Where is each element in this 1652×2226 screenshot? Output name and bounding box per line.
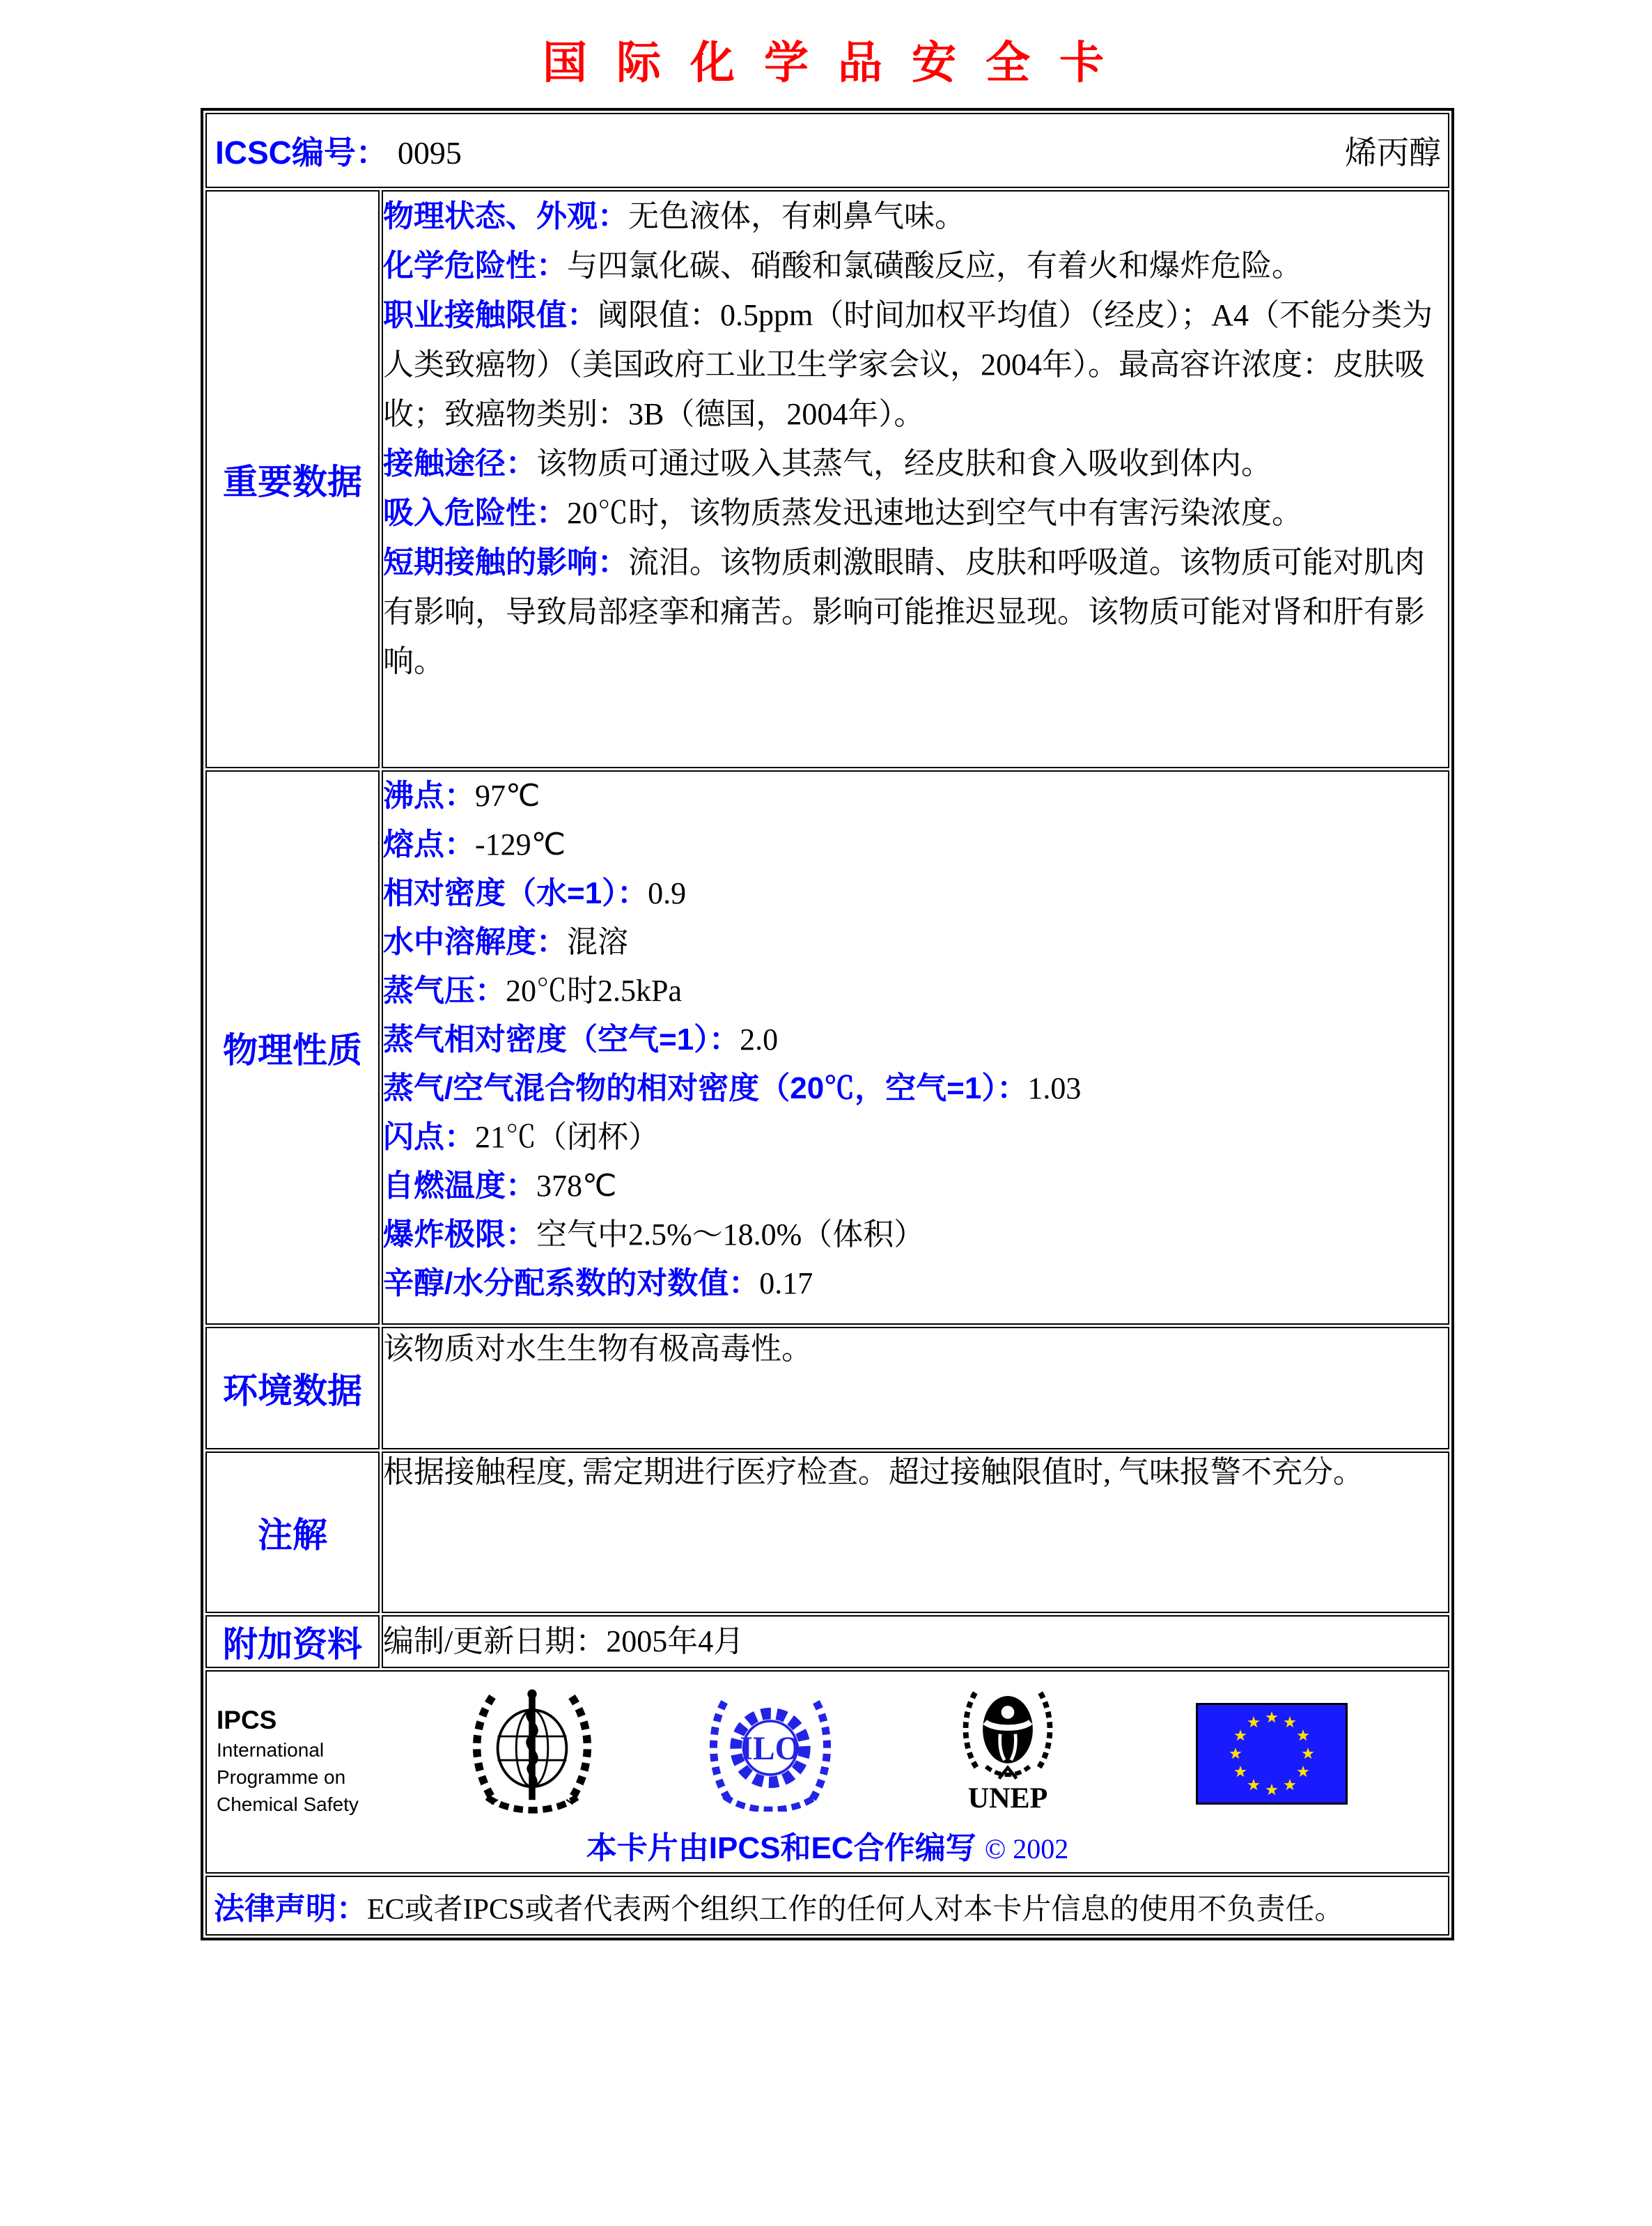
ipcs-acronym: IPCS	[217, 1706, 277, 1734]
who-logo-icon	[466, 1683, 598, 1816]
page-title: 国际化学品安全卡	[543, 38, 1133, 88]
property-melting-point: 熔点：-129℃	[383, 827, 566, 862]
environmental-data-label: 环境数据	[223, 1371, 362, 1410]
environmental-data-text: 该物质对水生生物有极高毒性。	[383, 1332, 812, 1366]
logos-row	[205, 1670, 1449, 1874]
icsc-number-group	[215, 127, 462, 173]
legal-notice-text: EC或者IPCS或者代表两个组织工作的任何人对本卡片信息的使用不负责任。	[367, 1894, 1344, 1926]
notes-row	[205, 1451, 1449, 1613]
additional-info-label: 附加资料	[223, 1625, 362, 1664]
notes-label: 注解	[258, 1516, 327, 1555]
property-autoignition-temperature: 自燃温度：378℃	[383, 1169, 617, 1203]
important-data-label-cell	[205, 190, 380, 768]
ipcs-text-block: IPCS International Programme on Chemical Safety	[217, 1706, 359, 1815]
header-row	[205, 113, 1449, 188]
credit-text: 本卡片由IPCS和EC合作编写	[586, 1831, 976, 1865]
property-vapor-pressure: 蒸气压：20℃时2.5kPa	[383, 974, 682, 1008]
chemical-name: 烯丙醇	[1345, 135, 1441, 171]
property-vapor-air-mixture-density: 蒸气/空气混合物的相对密度（20℃，空气=1）：1.03	[383, 1071, 1082, 1105]
property-vapor-relative-density: 蒸气相对密度（空气=1）：2.0	[383, 1022, 779, 1057]
property-boiling-point: 沸点：97℃	[383, 779, 540, 813]
header-cell	[205, 113, 1449, 188]
property-relative-density: 相对密度（水=1）：0.9	[383, 876, 687, 910]
additional-info-content-cell	[382, 1615, 1449, 1668]
unep-logo-icon	[953, 1686, 1062, 1814]
ilo-logo-icon	[706, 1692, 835, 1812]
important-item-chemical-danger: 化学危险性：与四氯化碳、硝酸和氯磺酸反应，有着火和爆炸危险。	[383, 249, 1302, 283]
credit-year: © 2002	[984, 1833, 1069, 1865]
important-data-row	[205, 190, 1449, 768]
legal-cell	[205, 1876, 1449, 1936]
important-item-physical-state: 物理状态、外观：无色液体，有刺鼻气味。	[383, 199, 965, 233]
property-flash-point: 闪点：21℃（闭杯）	[383, 1120, 659, 1154]
ilo-letters: ILO	[740, 1730, 801, 1767]
physical-properties-content-cell	[382, 770, 1449, 1325]
important-data-content-cell	[382, 190, 1449, 768]
physical-properties-row	[205, 770, 1449, 1325]
additional-info-label-cell	[205, 1615, 380, 1668]
property-explosive-limits: 爆炸极限：空气中2.5%～18.0%（体积）	[383, 1217, 925, 1252]
credit-line	[207, 1823, 1448, 1867]
icsc-card-table	[201, 108, 1454, 1940]
update-date-line: 编制/更新日期：2005年4月	[383, 1624, 745, 1658]
physical-properties-label-cell	[205, 770, 380, 1325]
important-item-inhalation-risk: 吸入危险性：20℃时，该物质蒸发迅速地达到空气中有害污染浓度。	[383, 496, 1302, 530]
additional-info-row	[205, 1615, 1449, 1668]
icsc-number-value: 0095	[397, 135, 462, 171]
eu-flag-icon	[1196, 1703, 1348, 1805]
notes-text: 根据接触程度, 需定期进行医疗检查。超过接触限值时, 气味报警不充分。	[383, 1455, 1364, 1489]
environmental-data-label-cell	[205, 1327, 380, 1449]
legal-row	[205, 1876, 1449, 1936]
logos-cell	[205, 1670, 1449, 1874]
important-data-label: 重要数据	[223, 462, 362, 501]
icsc-number-label: ICSC编号：	[215, 134, 388, 171]
environmental-data-row	[205, 1327, 1449, 1449]
legal-notice-label: 法律声明：	[214, 1892, 367, 1926]
physical-properties-label: 物理性质	[223, 1031, 362, 1070]
property-water-solubility: 水中溶解度：混溶	[383, 925, 628, 959]
unep-letters: UNEP	[967, 1782, 1048, 1814]
important-item-exposure-limits: 职业接触限值：阈限值：0.5ppm（时间加权平均值）（经皮）；A4（不能分类为人类致癌物）（美国政府工业卫生学家会议，2004年）。最高容许浓度：皮肤吸收；致癌物类别：3B（德国，2004年）。	[383, 298, 1433, 431]
notes-label-cell	[205, 1451, 380, 1613]
important-item-exposure-routes: 接触途径：该物质可通过吸入其蒸气，经皮肤和食入吸收到体内。	[383, 446, 1272, 481]
legal-notice	[207, 1883, 1448, 1928]
property-octanol-water-partition: 辛醇/水分配系数的对数值：0.17	[383, 1266, 813, 1300]
important-item-short-term-effects: 短期接触的影响：流泪。该物质刺激眼睛、皮肤和呼吸道。该物质可能对肌肉有影响，导致局部痉挛和痛苦。影响可能推迟显现。该物质可能对肾和肝有影响。	[383, 545, 1425, 678]
notes-content-cell	[382, 1451, 1449, 1613]
environmental-data-content-cell	[382, 1327, 1449, 1449]
